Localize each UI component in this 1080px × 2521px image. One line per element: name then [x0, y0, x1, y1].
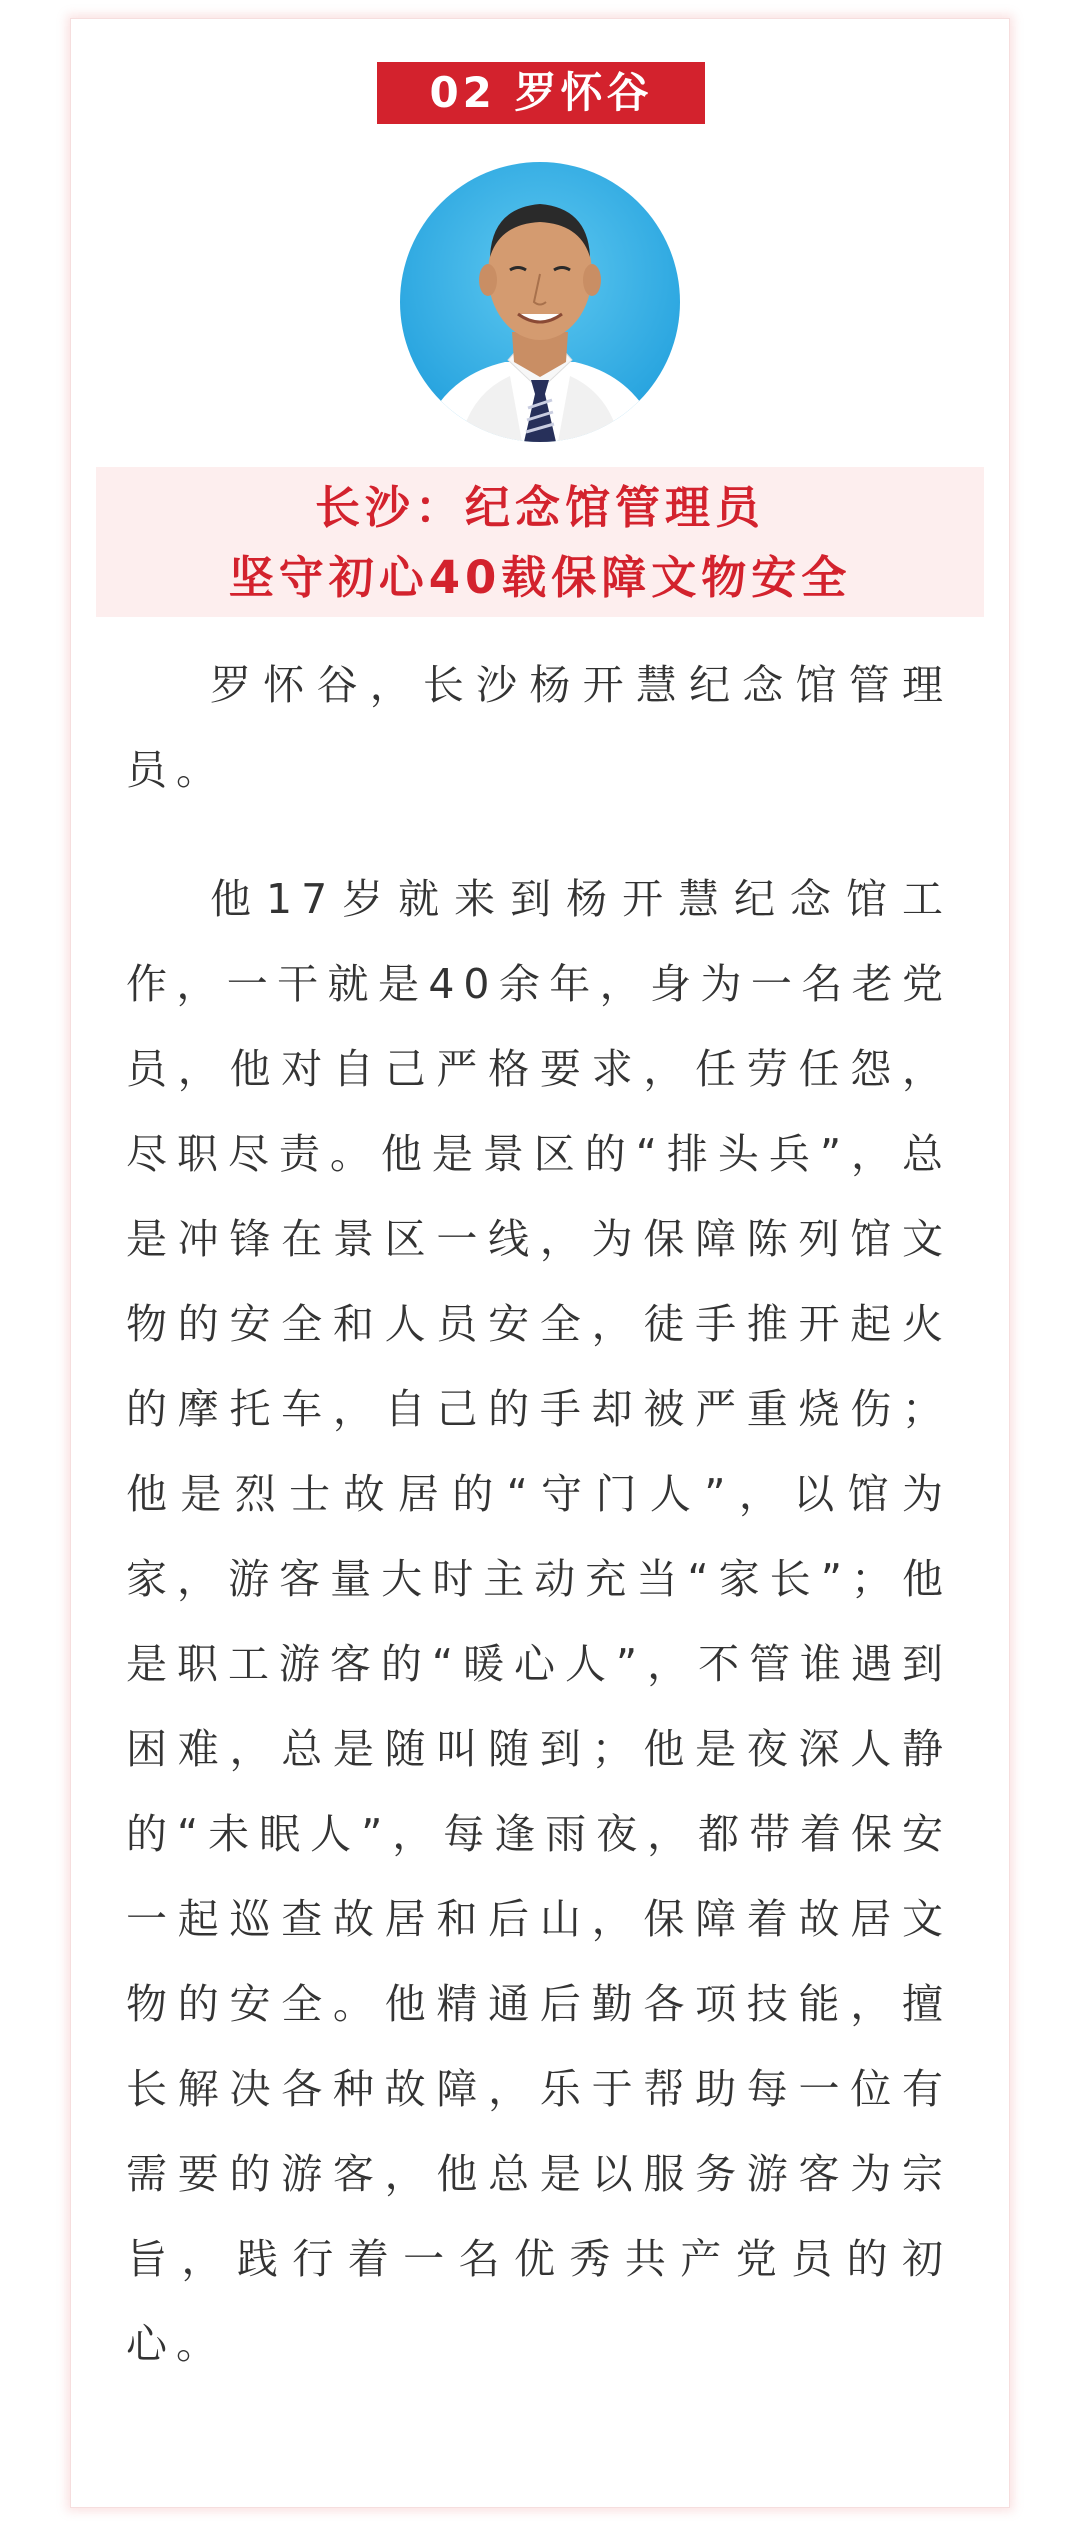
portrait-photo [400, 162, 680, 442]
body-paragraph-2: 他17岁就来到杨开慧纪念馆工作，一干就是40余年，身为一名老党员，他对自己严格要求，任劳任怨，尽职尽责。他是景区的“排头兵”，总是冲锋在景区一线，为保障陈列馆文物的安全和人员安全，徒手推开起火的摩托车，自己的手却被严重烧伤；他是烈士故居的“守门人”，以馆为家，游客量大时主动充当“家长”；他是职工游客的“暖心人”，不管谁遇到困难，总是随叫随到；他是夜深人静的“未眠人”，每逢雨夜，都带着保安一起巡查故居和后山，保障着故居文物的安全。他精通后勤各项技能，擅长解决各种故障，乐于帮助每一位有需要的游客，他总是以服务游客为宗旨，践行着一名优秀共产党员的初心。 [126, 875, 952, 2368]
headline-box [96, 467, 984, 617]
section-title-tag: 02 罗怀谷 [377, 62, 705, 124]
headline-line-1: 长沙：纪念馆管理员 [314, 481, 765, 534]
portrait-illustration [400, 162, 680, 442]
body-paragraph-1: 罗怀谷，长沙杨开慧纪念馆管理员。 [126, 661, 952, 794]
headline-line-2: 坚守初心40载保障文物安全 [228, 551, 852, 604]
